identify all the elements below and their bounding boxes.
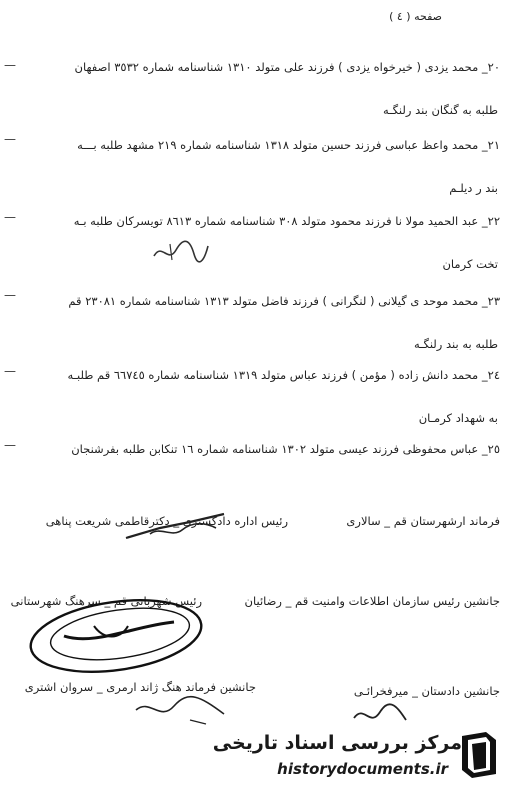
signature-justice — [120, 508, 230, 548]
entry-line: به شهداد کرمـان — [418, 411, 498, 425]
watermark-url: historydocuments.ir — [277, 760, 448, 778]
margin-mark: — — [4, 132, 16, 146]
entry-line: ٢٤_ محمد دانش زاده ( مؤمن ) فرزند عباس متولد ١٣١٩ شناسنامه شماره ٦٦٧٤٥ قم طلبـه — [67, 368, 500, 382]
entry-line: ٢٠_ محمد یزدی ( خیرخواه یزدی ) فرزند علی متولد ١٣١٠ شناسنامه شماره ٣٥٣٢ اصفهان — [74, 60, 500, 74]
entry-line: ٢١_ محمد واعظ عباسی فرزند حسین متولد ١٣١٨ شناسنامه شماره ٢١٩ مشهد طلبه بـــه — [77, 138, 500, 152]
signatory-intelligence: جانشین رئیس سازمان اطلاعات وامنیت قم _ رضائیان — [244, 594, 500, 608]
page-number: صفحه ( ٤ ) — [389, 10, 442, 23]
entry-line: طلبه به بند رلنگـه — [413, 337, 498, 351]
entry-line: طلبه به گنگان بند رلنگـه — [383, 103, 498, 117]
signatory-police: رئیس شهربانی قم _ سرهنگ شهرستانی — [10, 594, 202, 608]
signature-police — [24, 596, 214, 686]
entry-line: ٢٣_ محمد موحد ی گیلانی ( لنگرانی ) فرزند فاضل متولد ١٣١٣ شناسنامه شماره ٢٣٠٨١ قم — [68, 294, 500, 308]
entry-20 — [20, 46, 500, 132]
entry-line: ٢٢_ عبد الحمید مولا نا فرزند محمود متولد ٣٠٨ شناسنامه شماره ٨٦١٣ تویسرکان طلبه بـه — [73, 214, 500, 228]
margin-mark: — — [4, 438, 16, 452]
margin-mark: — — [4, 288, 16, 302]
signatory-gendarmerie: جانشین فرماند هنگ ژاند ارمری _ سروان اشتری — [24, 680, 256, 694]
watermark-title: مرکز بررسی اسناد تاریخی — [212, 732, 462, 754]
margin-mark: — — [4, 210, 16, 224]
entry-25 — [20, 428, 500, 471]
signatory-prosecutor: جانشین دادستان _ میرفخرائـی — [353, 684, 500, 698]
entry-22 — [20, 200, 500, 286]
entry-line: ٢٥_ عباس محفوظی فرزند عیسی متولد ١٣٠٢ شناسنامه شماره ١٦ تنکابن طلبه بفرشنجان — [71, 442, 500, 456]
signature-gendarmerie — [130, 690, 230, 730]
signature-prosecutor — [350, 700, 410, 730]
entry-line: بند ر دیلـم — [449, 181, 498, 195]
margin-mark: — — [4, 364, 16, 378]
margin-mark: — — [4, 58, 16, 72]
entry-line: تخت کرمان — [442, 257, 498, 271]
signatory-justice: رئیس اداره دادگستری _ دکترقاطمی شریعت پناهی — [45, 514, 288, 528]
entry-21 — [20, 124, 500, 210]
archive-logo-icon — [456, 730, 502, 780]
signatory-governor: فرماند ارشهرستان قم _ سالاری — [346, 514, 500, 528]
handwritten-mark — [150, 236, 210, 266]
